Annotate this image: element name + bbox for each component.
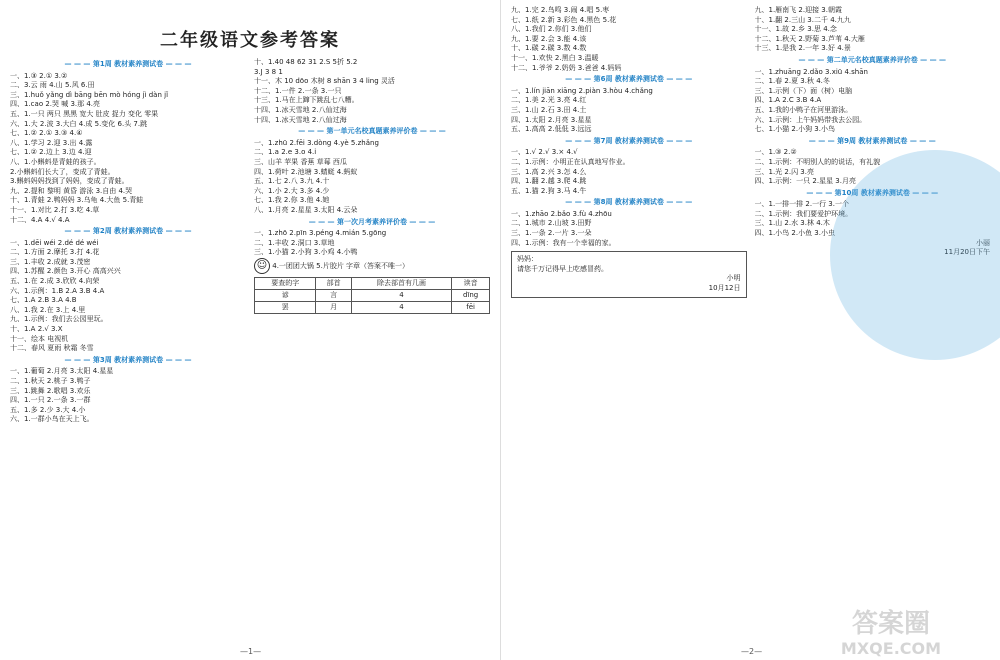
- answer-line: 一、1.√ 2.√ 3.× 4.√: [511, 148, 578, 157]
- answer-line: 七、1.② 2.边上 3.边 4.迎: [10, 148, 92, 157]
- answer-line: 十、1.A 2.√ 3.X: [10, 325, 63, 334]
- letter-date: 10月12日: [708, 284, 741, 293]
- answer-line: 六、1.大 2.波 3.大白 4.成 5.变化 6.头 7.跳: [10, 119, 148, 128]
- answer-line: 九、1.要 2.会 3.能 4.该: [511, 34, 587, 43]
- answer-line: 九、1.完 2.鸟鸣 3.闹 4.唱 5.枣: [511, 6, 610, 14]
- answer-line: 四、1.太阳 2.月亮 3.星星: [511, 115, 592, 124]
- answer-line: 六、1.示例：上午妈妈带我去公园。: [754, 115, 867, 124]
- answer-line: 十、1.碳 2.碳 3.数 4.数: [511, 44, 587, 53]
- watermark-logo: [786, 600, 996, 660]
- letter-body: 请您千万记得早上吃感冒药。: [517, 264, 608, 273]
- answer-line: 十三、1.是我 2.一年 3.好 4.景: [754, 44, 851, 53]
- answer-line: 一、1.③ 2.②: [754, 148, 797, 157]
- table-header-cell: 要查的字: [255, 277, 316, 289]
- answer-line: 十二、春风 夏雨 秋霜 冬雪: [10, 344, 94, 353]
- answer-line: 八、1.我 2.在 3.上 4.里: [10, 305, 86, 314]
- answer-line: 一、1.一排一排 2.一行 3.一个: [754, 200, 849, 209]
- column-3: [511, 6, 747, 654]
- table-cell: dīng: [452, 289, 490, 301]
- answer-line: 五、1.七 2.八 3.九 4.十: [254, 177, 330, 186]
- answer-line: 八、1.我们 2.你们 3.他们: [511, 25, 592, 34]
- answer-line: 八、1.月亮 2.星星 3.太阳 4.云朵: [254, 205, 358, 214]
- section-heading: — — — 第9周 教材素养测试卷 — — —: [755, 137, 991, 147]
- answer-line: 四、1.荷叶 2.池塘 3.蜻蜓 4.蚂蚁: [254, 167, 358, 176]
- answer-line: 十、1.40 48 62 31 2.S 5折 5.2: [254, 58, 358, 66]
- table-cell: 4: [351, 301, 451, 313]
- answer-line: 五、1.我的小鸭子在河里游泳。: [754, 105, 853, 114]
- section-heading: — — — 第一次月考素养评价卷 — — —: [254, 218, 490, 228]
- answer-line: 五、1.多 2.少 3.大 4.小: [10, 405, 86, 414]
- answer-line: 2.小蝌蚪们长大了，变成了青蛙。: [10, 167, 115, 176]
- answer-line: 九、2.提和 黎明 黄昏 游泳 3.自由 4.哭: [10, 186, 133, 195]
- answer-line: 一、1.葡萄 2.月亮 3.太阳 4.星星: [10, 367, 114, 376]
- answer-line: 四、1.A 2.C 3.B 4.A: [754, 96, 822, 105]
- answer-line: 一、1.zhuāng 2.dǎo 3.xiū 4.shān: [754, 67, 868, 76]
- answer-line: 一、1.zhāo 2.bǎo 3.fù 4.zhōu: [511, 209, 612, 218]
- answer-line: 八、1.学习 2.迎 3.出 4.露: [10, 138, 93, 147]
- section-heading: — — — 第7周 教材素养测试卷 — — —: [511, 137, 747, 147]
- answer-line: 二、1.城市 2.山坡 3.田野: [511, 219, 592, 228]
- answer-line: 3.蝌蚪妈妈找到了妈妈，变成了青蛙。: [10, 177, 129, 186]
- answer-line: 十一、绘本 电视机: [10, 334, 69, 343]
- answer-line: 十二、4.A 4.√ 4.A: [10, 215, 70, 224]
- answer-line: 五、1.在 2.成 3.欣欣 4.向荣: [10, 277, 100, 286]
- section-heading: — — — 第2周 教材素养测试卷 — — —: [10, 227, 246, 237]
- answer-line: 四、1.小鸟 2.小鱼 3.小虫: [754, 229, 835, 238]
- table-row: [255, 289, 490, 301]
- page-number-left: —1—: [240, 647, 262, 656]
- table-cell: 言: [316, 289, 351, 301]
- answer-line: 三、1.小猫 2.小狗 3.小鸡 4.小鸭: [254, 248, 358, 257]
- section-heading: — — — 第6周 教材素养测试卷 — — —: [511, 75, 747, 85]
- answer-line: 十三、1.马在上蹿下跳乱七八糟。: [254, 96, 359, 105]
- section-heading: — — — 第8周 教材素养测试卷 — — —: [511, 198, 747, 208]
- answer-line: 八、1.小蝌蚪是青蛙的孩子。: [10, 157, 101, 166]
- answer-line: 一、1.③ 2.① 3.②: [10, 71, 68, 80]
- watermark-text: 答案圈: [851, 609, 931, 639]
- section-heading: — — — 第1周 教材素养测试卷 — — —: [10, 60, 246, 70]
- answer-line: 六、1.示例：1.B 2.A 3.B 4.A: [10, 286, 105, 295]
- answer-line: 三、1.高 2.兴 3.怎 4.么: [511, 167, 587, 176]
- answer-line: 二、1.示例：不明别人的的说话，有礼貌: [754, 157, 881, 166]
- answer-line: 七、1.② 2.① 3.③ 4.④: [10, 129, 83, 138]
- note-date: 11月20日下午: [944, 248, 990, 257]
- answer-line: 五、1.高高 2.低低 3.远远: [511, 125, 592, 134]
- answer-line: 四、1.cao 2.哭 喊 3.那 4.亮: [10, 100, 101, 109]
- answer-line: 七、1.纸 2.新 3.彩色 4.黑色 5.花: [511, 15, 617, 24]
- answer-line: 二、3.云 雨 4.山 5.风 6.田: [10, 81, 95, 90]
- section-heading: — — — 第一单元名校真题素养评价卷 — — —: [254, 127, 490, 137]
- table-cell: 4: [351, 289, 451, 301]
- table-header-cell: 读音: [452, 277, 490, 289]
- answer-line: 四、1.示例：我有一个幸福的家。: [511, 238, 616, 247]
- section-heading: — — — 第二单元名校真题素养评价卷 — — —: [755, 56, 991, 66]
- answer-line: 十一、1.对比 2.打 3.吃 4.草: [10, 205, 100, 214]
- answer-line: 三、1.一条 2.一片 3.一朵: [511, 229, 592, 238]
- answer-line: 三、1.光 2.闪 3.亮: [754, 167, 814, 176]
- smiley-icon: ☺: [254, 258, 270, 274]
- smiley-caption: 4.一团团大锅 5.片胶片 字章（答案不唯一）: [272, 261, 410, 270]
- answer-line: 十四、1.冰天雪地 2.八仙过海: [254, 105, 347, 114]
- answer-line: 一、1.dēi wéi 2.dé dé wéi: [10, 238, 99, 247]
- table-cell: fēi: [452, 301, 490, 313]
- answer-line: 十、1.翻 2.三山 3.二千 4.九九: [754, 15, 851, 24]
- answer-line: 一、1.lín jiān xiāng 2.piàn 3.hòu 4.chǎng: [511, 86, 653, 95]
- answer-line: 二、1.示例：小明正在认真地写作业。: [511, 157, 630, 166]
- answer-line: 十一、木 10 dōo 木树 8 shān 3 4 ling 灵活: [254, 77, 395, 86]
- answer-line: 二、1.美 2.光 3.亮 4.红: [511, 96, 587, 105]
- answer-line: 二、1.方面 2.摩托 3.打 4.花: [10, 248, 100, 257]
- table-cell: 谚: [255, 289, 316, 301]
- answer-line: 三、1.山 2.水 3.林 4.木: [754, 219, 830, 228]
- answer-line: 六、1.一群小鸟在天上飞。: [10, 415, 94, 424]
- section-heading: — — — 第3周 教材素养测试卷 — — —: [10, 356, 246, 366]
- column-1: [10, 58, 246, 660]
- answer-line: 二、1.a 2.e 3.o 4.i: [254, 148, 317, 157]
- answer-line: 五、1.一只 两只 黑黑 宽大 肚皮 捉力 变化 零果: [10, 109, 159, 118]
- answer-line: 3.J 3 8 1: [254, 67, 283, 76]
- letter-sign: 小明: [726, 274, 741, 283]
- column-2: [254, 58, 490, 660]
- answer-line: 二、1.示例：我们要爱护环境。: [754, 209, 853, 218]
- answer-line: 十二、1.秋天 2.野菊 3.芦苇 4.大雁: [754, 34, 865, 43]
- answer-line: 二、1.秋天 2.桃子 3.鸭子: [10, 377, 91, 385]
- answer-line: 三、1.丰收 2.成就 3.茂密: [10, 257, 91, 266]
- answer-line: 五、1.猫 2.狗 3.马 4.牛: [511, 186, 587, 195]
- answer-line: 七、1.我 2.你 3.他 4.她: [254, 196, 330, 205]
- note-sign: 小丽: [976, 238, 990, 247]
- answer-line: 十二、1.一件 2.一条 3.一只: [254, 86, 342, 95]
- note-letter: [511, 251, 747, 297]
- table-row: [255, 301, 490, 313]
- section-heading: — — — 第10周 教材素养测试卷 — — —: [755, 189, 991, 199]
- answer-line: 十一、1.故 2.乡 3.思 4.念: [754, 25, 837, 34]
- table-cell: 月: [316, 301, 351, 313]
- answer-line: 四、1.一只 2.一条 3.一群: [10, 396, 91, 405]
- letter-greeting: 妈妈：: [517, 255, 538, 264]
- answer-line: 七、1.小猫 2.小狗 3.小鸟: [754, 125, 835, 134]
- answer-line: 七、1.A 2.B 3.A 4.B: [10, 296, 77, 305]
- table-header-cell: 部首: [316, 277, 351, 289]
- answer-line: 三、1.跳舞 2.歌唱 3.欢乐: [10, 386, 91, 395]
- answer-line: 十、1.青蛙 2.鸭妈妈 3.乌龟 4.大鱼 5.青蛙: [10, 196, 144, 205]
- answer-line: 一、1.zhō 2.pīn 3.péng 4.mián 5.gōng: [254, 229, 387, 238]
- watermark-url: MXQE.COM: [840, 639, 942, 658]
- answer-line: 三、1.huǒ yǎng dì bāng bēn mò hóng jì dàn jǐ: [10, 90, 169, 99]
- answer-line: 九、1.雁南飞 2.迎接 3.朝霞: [754, 6, 842, 14]
- right-page: [500, 0, 1000, 660]
- table-header-row: [255, 277, 490, 289]
- answer-line: 四、1.示例：一只 2.星星 3.月亮: [754, 177, 856, 186]
- table-header-cell: 除去部首有几画: [351, 277, 451, 289]
- answer-line: 四、1.苏醒 2.颜色 3.开心 高高兴兴: [10, 267, 121, 276]
- page-title: 二年级语文参考答案: [160, 30, 340, 51]
- page-number-right: —2—: [741, 647, 763, 656]
- answer-line: 十四、1.冰天雪地 2.八仙过海: [254, 115, 347, 124]
- answer-line: 二、1.丰收 2.洞口 3.草地: [254, 238, 335, 247]
- answer-line: 三、1.示例（下）面（树）电脑: [754, 86, 853, 95]
- smiley-row: [254, 258, 490, 274]
- answer-line: 十二、1.爷爷 2.奶奶 3.爸爸 4.妈妈: [511, 63, 622, 72]
- answer-line: 六、1.小 2.大 3.多 4.少: [254, 186, 330, 195]
- answer-line: 一、1.zhū 2.fēi 3.dòng 4.yè 5.zhǎng: [254, 138, 379, 147]
- table-cell: 罢: [255, 301, 316, 313]
- answer-line: 九、1.示例：我们去公园里玩。: [10, 315, 108, 324]
- answer-line: 二、1.春 2.夏 3.秋 4.冬: [754, 77, 830, 86]
- answer-line: 十一、1.欢快 2.黑白 3.温暖: [511, 53, 599, 62]
- answer-line: 三、1.山 2.石 3.田 4.土: [511, 105, 587, 114]
- answer-line: 四、1.翻 2.越 3.爬 4.跳: [511, 177, 587, 186]
- dictionary-table: [254, 277, 490, 314]
- answer-line: 三、山羊 苹果 香蕉 草莓 西瓜: [254, 157, 347, 166]
